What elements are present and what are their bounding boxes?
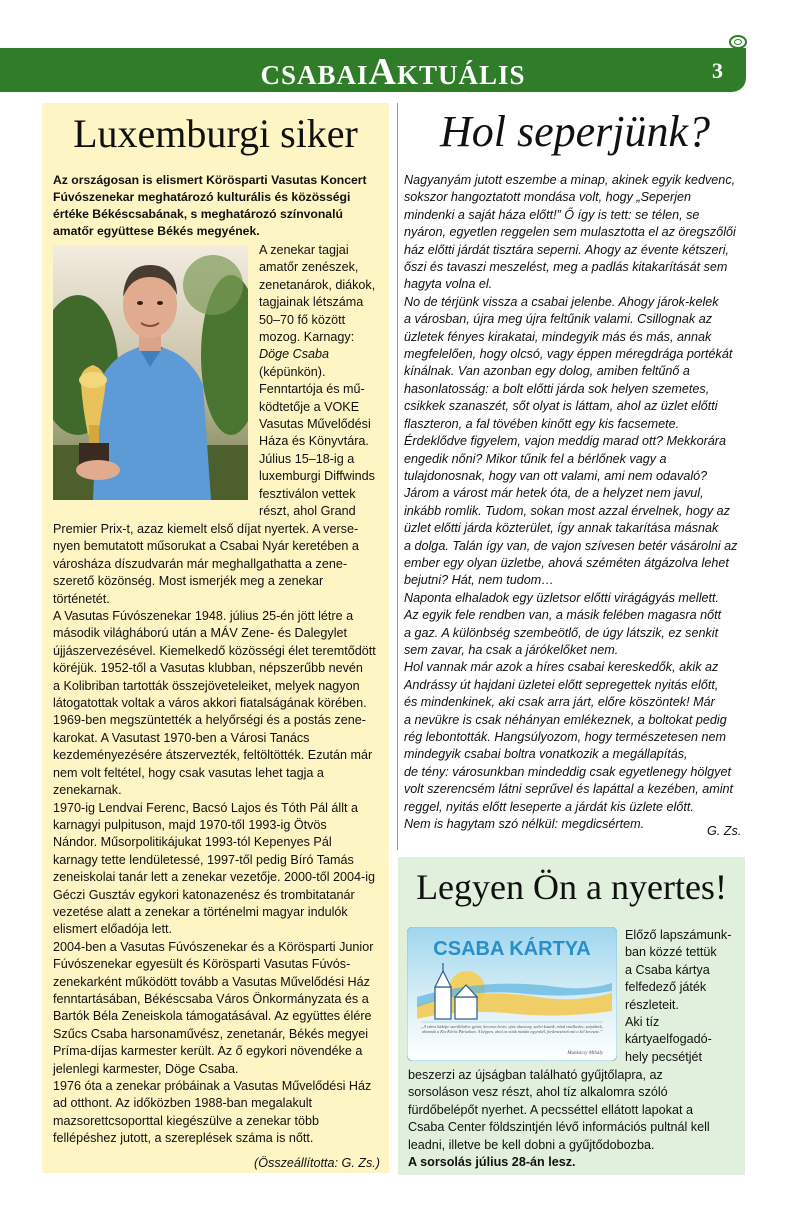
text-line: sorsoláson vesz részt, ahol tíz alkalomra szóló (408, 1085, 668, 1100)
text-line: és mindenkinek, aki csak arra járt, előre köszöntek! Már (404, 695, 715, 710)
article-body (53, 521, 387, 1148)
text-line: kártyaelfogadó- (625, 1032, 712, 1047)
text-line: Háza és Könyvtára. (259, 434, 369, 449)
text-line: hagyta volna el. (404, 277, 493, 292)
text-line: üzlet előtti járda közterület, így annak takarítása másnak (404, 521, 719, 536)
text-line: No de térjünk vissza a csabai jelenbe. Ahogy járok-kelek (404, 294, 719, 309)
text-line: mozog. Karnagy: (259, 330, 355, 345)
text-line: Andrássy út hajdani üzletei előtt sepregettek nyitás előtt, (404, 677, 719, 692)
page-number: 3 (712, 58, 723, 83)
text-line: nem volt feltétel, hogy csak vasutas lehet tagja a (53, 765, 324, 780)
text-line: Príma-díjas karmester került. Az ő egykori növendéke a (53, 1044, 363, 1059)
text-line: amatőr zenészek, (259, 260, 359, 275)
text-line: hely pecsétjét (625, 1049, 703, 1064)
text-line: nyen bemutatott műsorukat a Csabai Nyár keretében a (53, 539, 359, 554)
text-line: mindenki a saját háza előtt!” Ő így is tett: se télen, se (404, 207, 700, 222)
text-line: Premier Prix-t, azaz kiemelt első díjat nyertek. A verse- (53, 522, 359, 536)
text-line: flaszteron, a fal tövében kinőtt egy kis facsemete. (404, 416, 680, 431)
text-line: hasonlatosság: a bolt előtti járda sok helyen szemetes, (404, 381, 710, 396)
column-divider (397, 103, 398, 850)
text-line: Július 15–18-ig a (259, 451, 355, 466)
masthead-title: CSABAIAKTUÁLIS (260, 51, 526, 93)
text-line: (képünkön). (259, 364, 326, 379)
text-line: történetét. (53, 591, 110, 606)
text-line: engedik nőni? Mikor tűnik fel a bérlőnek vagy a (404, 451, 667, 466)
text-line: ban közzé tettük (625, 945, 717, 960)
text-line: zenekarnak. (53, 783, 122, 798)
text-line: őszi és tavaszi meszelést, meg a padlás kitakarítását sem (404, 260, 728, 275)
text-line: a Kolibriban tartották összejöveteleiket, melyek nagyon (53, 678, 360, 693)
text-line: 2004-ben a Vasutas Fúvószenekar és a Körösparti Junior (53, 939, 374, 954)
text-line: Járom a várost már hetek óta, de a helyzet nem javul, (404, 486, 704, 501)
card-author: Munkácsy Mihály (567, 1051, 603, 1056)
text-line: zenetanárok, diákok, (259, 277, 376, 292)
text-line: a Csaba kártya (625, 962, 710, 977)
text-line: Előző lapszámunk- (625, 928, 732, 942)
text-line: Fenntartója és mű- (259, 382, 365, 397)
text-line: újjászervezésével. Kiemelkedő közösségi élet teremtődött (53, 643, 376, 658)
text-line: második világháború után a MÁV Zene- és Dalegylet (53, 626, 348, 641)
text-line: Nem is hagytam szó nélkül: megdicsértem. (404, 817, 645, 832)
text-line: A zenekar tagjai (259, 243, 349, 257)
text-line: városháza díszudvarán már meghallgathatta a zene- (53, 556, 348, 571)
text-line: Naponta elhaladok egy üzletsor előtti virágágyás mellett. (404, 590, 720, 605)
text-line: fenntartásában, Békéscsaba Város Önkormányzata és a (53, 991, 369, 1006)
text-line: Nándor. Műsorpolitikájukat 1993-tól Kepenyes Pál (53, 835, 332, 850)
text-line: Csaba Center földszintjén lévő információs pultnál kell (408, 1120, 710, 1135)
text-line: Fúvószenekar egyesült és Körösparti Vasutas Fúvós- (53, 957, 351, 972)
text-line: 50–70 fő között (259, 312, 346, 327)
article-signature: G. Zs. (707, 824, 742, 838)
conductor-photo (53, 245, 248, 500)
text-line: Érdeklődve figyelem, vajon meddig marad ott? Mekkorára (404, 434, 726, 449)
text-line: beszerzi az újságban található gyűjtőlapra, az (408, 1068, 663, 1082)
text-line: ad otthont. Az időközben 1988-ban megalakult (53, 1096, 313, 1111)
text-line: karnagyi pulpituson, majd 1970-től 1993-ig Ötvös (53, 817, 327, 832)
text-line: vezetése alatt a zenekar a történelmi magyar indulók (53, 904, 348, 919)
text-line: tulajdonosnak, hogy van ott valami, ami nem odavaló? (404, 468, 708, 483)
text-line: felfedező játék (625, 980, 707, 995)
text-line: volt szerencsém látni seprűvel és lapáttal a kezében, amint (404, 782, 734, 797)
card-quote: „A város látképe szeráleldése gyönt, hevesen hever, ajnv alacsony, szélei kastók, mind emelkedve, szépülnek, ahonnak a Kis-Körös Párizsban. A képpen, ahol az ottak mottán egyenkél, fordenesének mit a kél kereszte.” (421, 1024, 603, 1034)
text-line: részleteit. (625, 997, 679, 1012)
text-line: Bartók Béla Zeneiskola támogatásával. Az együttes élére (53, 1009, 372, 1024)
text-line: a nevükre is csak néhányan emlékeznek, a boltokat pedig (404, 712, 727, 727)
text-line: a dolga. Talán így van, de vajon szívesen betér vásárolni az (404, 538, 738, 553)
article-title: Luxemburgi siker (73, 111, 358, 156)
text-line: tagjainak létszáma (259, 295, 364, 310)
article-body-2 (404, 172, 744, 833)
text-line: szerető közönség. Most ismerjék meg a zenekar (53, 574, 324, 589)
text-line: Döge Csaba (259, 347, 330, 362)
text-line: ház előtti járdát tisztára seperni. Ahogy az évente kétszeri, (404, 242, 730, 257)
text-line: karnagy tette lendületessé, 1997-től pedig Bíró Tamás (53, 852, 354, 867)
text-line: a városban, újra meg újra feltűnik valami. Csillognak az (404, 312, 712, 327)
text-line: elismert előadója lett. (53, 922, 173, 937)
text-line: nyáron, egyetlen reggelen sem mulasztotta el az öregszőlői (404, 225, 736, 240)
text-line: csikkek szanaszét, sőt olyat is láttam, ahol az üzlet előtti (404, 399, 718, 414)
text-line: zenekarként működött tovább a Vasutas Művelődési Ház (53, 974, 370, 989)
article-lead: Az országosan is elismert Körösparti Vasutas Koncert Fúvószenekar meghatározó kulturális és közösségi értéke Békéscsabának, s meghatározó színvonalú amatőr együttese Békés megyének. (53, 173, 367, 238)
text-line: A Vasutas Fúvószenekar 1948. július 25-én jött létre a (53, 609, 354, 624)
text-line: üzletek fényes kirakatai, mindegyik más és más, annak (404, 329, 712, 344)
promo-body-narrow (625, 927, 745, 1066)
text-line: Aki tíz (625, 1015, 660, 1030)
text-line: részt, ahol Grand (259, 504, 356, 519)
article-body-narrow (259, 242, 389, 521)
promo-deadline: A sorsolás július 28-án lesz. (408, 1155, 576, 1169)
promo-body (408, 1067, 744, 1154)
text-line: ember egy olyan üzletbe, ahová széméten átgázolva lehet (404, 555, 729, 570)
text-line: inkább romlik. Tudom, sokan most azzal érvelnek, hogy az (404, 503, 730, 518)
text-line: Nagyanyám jutott eszembe a minap, akinek egyik kedvenc, (404, 173, 736, 187)
text-line: kezdeményezésére átszervezték, feltöltötték. Ezután már (53, 748, 373, 763)
text-line: bejutni? Hát, nem tudom… (404, 573, 554, 588)
text-line: sokszor hangoztatott mondása volt, hogy „Seperjen (404, 190, 692, 205)
text-line: Hol vannak már azok a híres csabai kereskedők, akik az (404, 660, 719, 675)
text-line: 1970-ig Lendvai Ferenc, Bacsó Lajos és Tóth Pál állt a (53, 800, 358, 815)
card-title: CSABA KÁRTYA (433, 938, 591, 960)
text-line: Vasutas Művelődési (259, 417, 371, 432)
text-line: 1976 óta a zenekar próbáinak a Vasutas Művelődési Ház (53, 1079, 372, 1093)
text-line: Géczi Gusztáv egykori katonazenész és trombitatanár (53, 887, 355, 902)
text-line: de tény: városunkban mindeddig csak egyetlenegy hölgyet (404, 764, 731, 779)
text-line: a gaz. A különbség szembeötlő, de úgy látszik, ez senkit (404, 625, 719, 640)
text-line: köréjük. 1952-től a Vasutas klubban, népszerűbb nevén (53, 661, 363, 676)
text-line: látogatottak voltak a város akkori fiatalságának körében. (53, 696, 367, 711)
article-credit: (Összeállította: G. Zs.) (254, 1156, 380, 1170)
text-line: 1969-ben megszüntették a helyőrségi és a postás zene- (53, 713, 366, 728)
text-line: jelenlegi karmester, Döge Csaba. (53, 1061, 239, 1076)
text-line: megfelelően, hogy olcsó, vagy éppen méregdrága portékát (404, 347, 733, 362)
text-line: Szűcs Csaba harsonaművész, zenetanár, Békés megyei (53, 1026, 369, 1041)
text-line: leadni, illetve be kell dobni a gyűjtődobozba. (408, 1137, 655, 1152)
text-line: fellépéshez jutott, a szereplések száma is nőtt. (53, 1131, 314, 1146)
text-line: luxemburgi Diffwinds (259, 469, 375, 484)
article-title-2: Hol seperjünk? (439, 107, 711, 156)
text-line: zeneiskolai tanár lett a zenekar vezetője. 2000-től 2004-ig (53, 870, 376, 885)
text-line: mindegyik csabai boltra vonatkozik a megállapítás, (404, 747, 688, 762)
text-line: fesztiválon vettek (259, 486, 356, 501)
text-line: reggel, nyitás előtt leseperte a járdát kis üzlete előtt. (404, 799, 694, 814)
text-line: Az egyik fele rendben van, a másik felében magasra nőtt (404, 608, 722, 623)
text-line: kínálnak. Van azonban egy dolog, amiben feltűnő a (404, 364, 690, 379)
text-line: mazsorettcsoporttal kiegészülve a zenekar több (53, 1113, 320, 1128)
csaba-card-image (407, 927, 617, 1061)
swirl-ornament-icon (729, 35, 747, 49)
text-line: karokat. A Vasutast 1970-ben a Városi Tanács (53, 730, 310, 745)
promo-title: Legyen Ön a nyertes! (416, 867, 727, 907)
text-line: ködtetője a VOKE (259, 399, 360, 414)
text-line: sem zavar, ha csak a járókelőket nem. (404, 642, 619, 657)
text-line: rég lebontották. Hangsúlyozom, hogy természetesen nem (404, 730, 727, 744)
text-line: fürdőbelépőt nyerhet. A pecsséttel ellátott lapokat a (408, 1102, 693, 1117)
